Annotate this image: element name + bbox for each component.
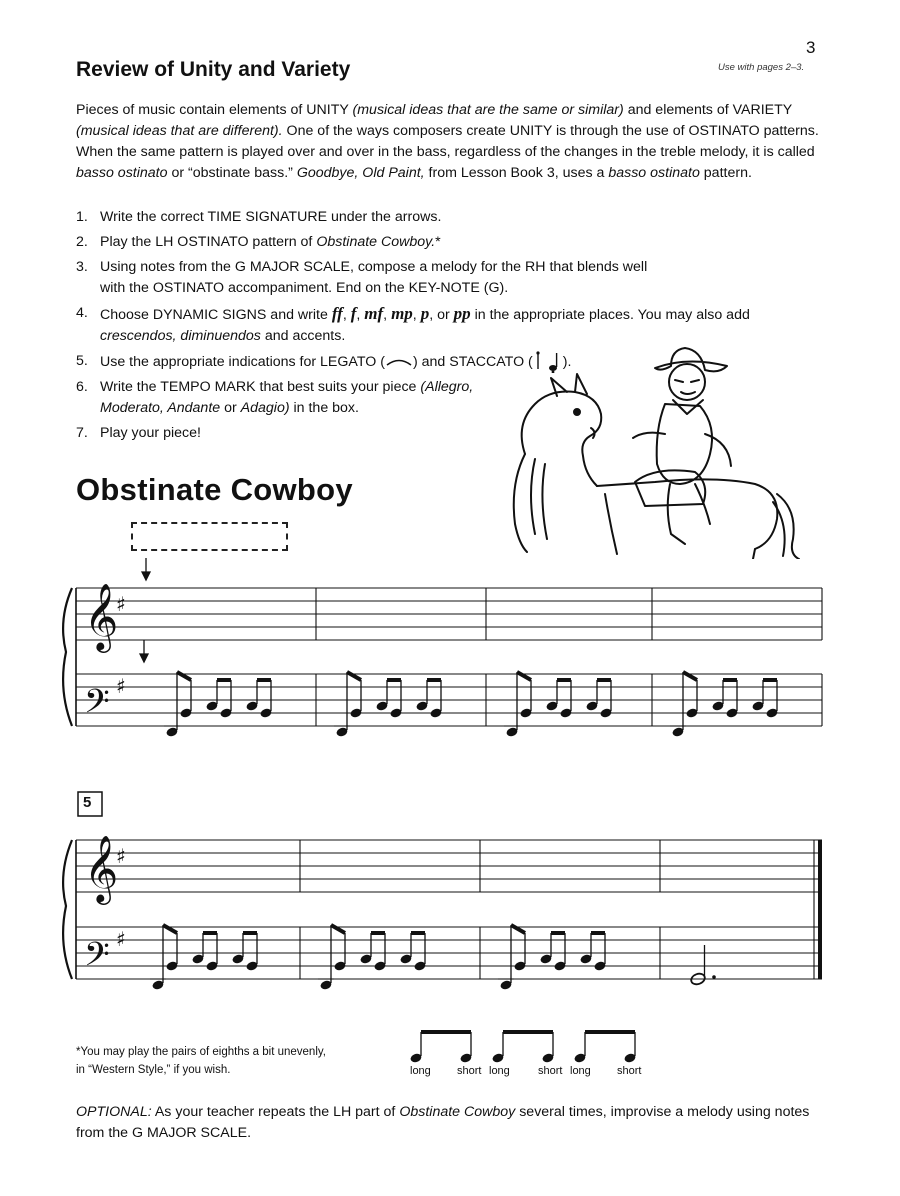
note-head (593, 960, 606, 971)
sharp-icon: ♯ (116, 927, 126, 951)
long-short-rhythm-example (409, 1032, 636, 1064)
rhythm-label-short: short (457, 1065, 482, 1077)
note-head (245, 700, 258, 711)
ostinato-notes-system-1 (164, 672, 779, 738)
rhythm-label-short: short (617, 1065, 642, 1077)
note-head (599, 707, 612, 718)
note-head (553, 960, 566, 971)
note-head (165, 960, 178, 971)
note-head (399, 953, 412, 964)
note-head (335, 726, 348, 737)
note-head (359, 953, 372, 964)
note-head (765, 707, 778, 718)
time-signature-arrows (140, 558, 150, 662)
sharp-icon: ♯ (116, 844, 126, 868)
system-1-bass-staff (76, 674, 822, 726)
note-head (671, 726, 684, 737)
dynamic-pp: pp (453, 304, 471, 323)
note-head (499, 979, 512, 990)
eighth-note-group (504, 672, 613, 738)
eighth-note-group (164, 672, 273, 738)
eighth-note-group (150, 925, 259, 991)
note-head (191, 953, 204, 964)
eighth-note-group (670, 672, 779, 738)
note-head (389, 707, 402, 718)
eighth-note-group (334, 672, 443, 738)
tempo-mark-box[interactable] (131, 522, 288, 551)
sharp-icon: ♯ (116, 592, 126, 616)
use-with-note: Use with pages 2–3. (718, 62, 805, 73)
note-head (219, 707, 232, 718)
eighth-pair (573, 1032, 636, 1064)
ostinato-notes-system-2 (150, 925, 607, 991)
dynamic-f: f (350, 304, 357, 323)
eighth-note-group (498, 925, 607, 991)
note-head (151, 979, 164, 990)
note-head (165, 726, 178, 737)
note-head (545, 700, 558, 711)
dynamic-p: p (420, 304, 430, 323)
measure-number: 5 (83, 794, 92, 811)
step-3: 3. Using notes from the G MAJOR SCALE, compose a melody for the RH that blends well with the OSTINATO accompaniment. End on the KEY-NOTE (G). (76, 259, 648, 296)
treble-clef-icon: 𝄞 (84, 582, 119, 650)
note-head (205, 700, 218, 711)
note-head (333, 960, 346, 971)
system-2-treble-staff (76, 840, 822, 892)
cowboy-on-horse-illustration (505, 334, 805, 559)
note-head (711, 700, 724, 711)
note-head (349, 707, 362, 718)
step-5: 5. Use the appropriate indications for LEGATO ( ) and STACCATO ( ). (76, 351, 776, 373)
rhythm-label-long: long (489, 1065, 510, 1077)
optional-paragraph: OPTIONAL: As your teacher repeats the LH part of Obstinate Cowboy several times, improvise a melody using notes from the G MAJOR SCALE. (76, 1104, 810, 1141)
note-head (231, 953, 244, 964)
step-7: 7. Play your piece! (76, 425, 201, 441)
note-head (205, 960, 218, 971)
review-title: Review of Unity and Variety (76, 58, 351, 81)
page-number: 3 (806, 38, 816, 57)
step-6: 6. Write the TEMPO MARK that best suits your piece (Allegro, Moderato, Andante or Adagio) in the box. (76, 379, 474, 416)
note-head (751, 700, 764, 711)
note-head (179, 707, 192, 718)
note-head (413, 960, 426, 971)
note-head (259, 707, 272, 718)
note-head (373, 960, 386, 971)
note-head (539, 953, 552, 964)
piece-title: Obstinate Cowboy (76, 472, 353, 507)
step-4: 4. Choose DYNAMIC SIGNS and write ff, f, mf, mp, p, or pp in the appropriate places. You may also add crescendos, diminuendos and accents. (76, 304, 750, 344)
system-1-treble-staff (76, 588, 822, 640)
note-head (579, 953, 592, 964)
note-head (319, 979, 332, 990)
note-head (685, 707, 698, 718)
note-head (513, 960, 526, 971)
rhythm-label-long: long (410, 1065, 431, 1077)
treble-clef-icon: 𝄞 (84, 834, 119, 902)
dynamic-mf: mf (364, 304, 384, 323)
note-head (505, 726, 518, 737)
bass-clef-icon: 𝄢 (84, 683, 110, 729)
dynamic-mp: mp (391, 304, 413, 323)
rhythm-label-short: short (538, 1065, 563, 1077)
note-head (559, 707, 572, 718)
step-2: 2. Play the LH OSTINATO pattern of Obstinate Cowboy.* (76, 234, 441, 250)
dynamic-ff: ff (331, 304, 343, 323)
rhythm-label-long: long (570, 1065, 591, 1077)
note-head (245, 960, 258, 971)
note-head (429, 707, 442, 718)
eighth-pair (491, 1032, 554, 1064)
final-half-note (690, 945, 716, 986)
bass-clef-icon: 𝄢 (84, 936, 110, 982)
eighth-pair (409, 1032, 472, 1064)
note-head (725, 707, 738, 718)
step-1: 1. Write the correct TIME SIGNATURE under the arrows. (76, 209, 442, 225)
eighth-note-group (318, 925, 427, 991)
intro-paragraph: Pieces of music contain elements of UNITY (musical ideas that are the same or similar) and elements of VARIETY (musical ideas that are different). One of the ways composers create UNITY is through the use of OSTINATO patterns. When the same pattern is played over and over in the bass, regardless of the changes in the treble melody, it is called basso ostinato or “obstinate bass.” Goodbye, Old Paint, from Lesson Book 3, uses a basso ostinato pattern. (76, 102, 819, 181)
footnote: *You may play the pairs of eighths a bit unevenly, in “Western Style,” if you wish. (76, 1046, 326, 1076)
note-head (519, 707, 532, 718)
note-head (415, 700, 428, 711)
system-2-bass-staff (76, 927, 822, 979)
legato-slur-icon (385, 356, 413, 368)
note-head (375, 700, 388, 711)
sharp-icon: ♯ (116, 674, 126, 698)
note-head (585, 700, 598, 711)
